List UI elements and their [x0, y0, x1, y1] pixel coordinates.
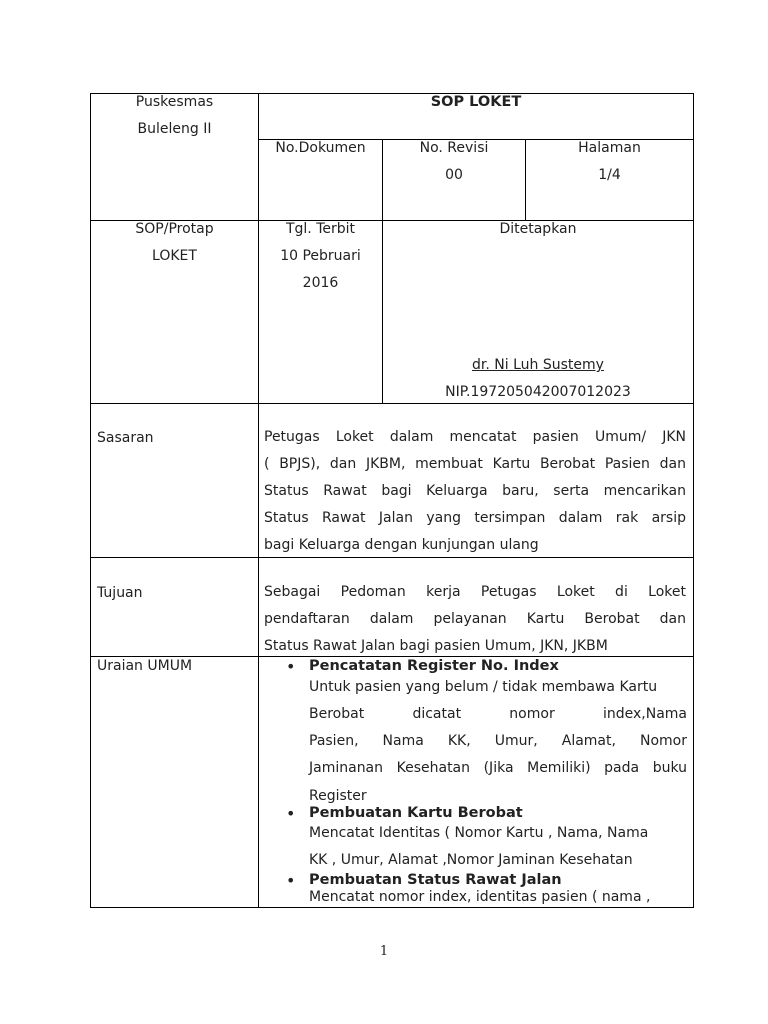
list-item-line: KK , Umur, Alamat ,Nomor Jaminan Kesehatan	[309, 852, 633, 868]
issue-date-line-1: 10 Pebruari	[280, 248, 361, 264]
signer-nip: NIP.197205042007012023	[445, 384, 631, 400]
sasaran-line: bagi Keluarga dengan kunjungan ulang	[264, 537, 539, 553]
sop-line-1: SOP/Protap	[135, 221, 214, 237]
list-item-body	[309, 674, 687, 805]
sasaran-line: Status Rawat Jalan yang tersimpan dalam rak arsip	[264, 510, 686, 526]
list-item-line: Untuk pasien yang belum / tidak membawa Kartu	[309, 679, 658, 695]
sasaran-text	[264, 424, 686, 559]
doc-number-label: No.Dokumen	[275, 140, 366, 156]
issue-date	[259, 216, 382, 297]
tujuan-line: pendaftaran dalam pelayanan Kartu Berobat dan	[264, 611, 686, 627]
approved-label: Ditetapkan	[499, 221, 577, 237]
list-item-title: Pembuatan Status Rawat Jalan	[309, 872, 562, 888]
revision-value: 00	[445, 167, 463, 183]
list-item-line: Mencatat nomor index, identitas pasien ( nama ,	[309, 889, 651, 905]
organization-line-1: Puskesmas	[135, 94, 214, 110]
page-label: Halaman	[578, 140, 641, 156]
tujuan-line: Sebagai Pedoman kerja Petugas Loket di Loket	[264, 584, 686, 600]
table-border-right	[693, 93, 694, 908]
bullet-icon: •	[286, 871, 296, 890]
page-cell	[526, 135, 693, 189]
revision-label: No. Revisi	[419, 140, 489, 156]
sop-name	[91, 216, 258, 270]
list-item-line: Jaminanan Kesehatan (Jika Memiliki) pada buku	[309, 760, 687, 776]
sop-line-2: LOKET	[152, 248, 197, 264]
table-border-bottom	[90, 907, 694, 908]
sasaran-label: Sasaran	[97, 430, 154, 446]
issue-date-line-2: 2016	[302, 275, 339, 291]
tujuan-label: Tujuan	[97, 585, 143, 601]
sasaran-line: ( BPJS), dan JKBM, membuat Kartu Berobat Pasien dan	[264, 456, 686, 472]
list-item-title: Pencatatan Register No. Index	[309, 658, 559, 674]
organization-line-2: Buleleng II	[137, 121, 212, 137]
uraian-label: Uraian UMUM	[97, 658, 193, 674]
list-item-line: Mencatat Identitas ( Nomor Kartu , Nama, Nama	[309, 825, 649, 841]
list-item-body	[309, 889, 687, 905]
bullet-icon: •	[286, 804, 296, 823]
document-title: SOP LOKET	[430, 94, 522, 110]
list-item-body	[309, 820, 687, 874]
page-value: 1/4	[598, 167, 621, 183]
list-item-line: Register	[309, 788, 367, 804]
revision-cell	[383, 135, 525, 189]
list-item-line: Berobat dicatat nomor index,Nama	[309, 706, 687, 722]
tujuan-text	[264, 579, 686, 660]
page-number: 1	[379, 944, 389, 959]
sasaran-line: Petugas Loket dalam mencatat pasien Umum/ JKN	[264, 429, 686, 445]
organization-name	[91, 89, 258, 143]
sasaran-line: Status Rawat bagi Keluarga baru, serta mencarikan	[264, 483, 686, 499]
list-item-line: Pasien, Nama KK, Umur, Alamat, Nomor	[309, 733, 687, 749]
tujuan-line: Status Rawat Jalan bagi pasien Umum, JKN, JKBM	[264, 638, 608, 654]
issue-date-label: Tgl. Terbit	[285, 221, 356, 237]
list-item-title: Pembuatan Kartu Berobat	[309, 805, 523, 821]
signer-name: dr. Ni Luh Sustemy	[472, 357, 604, 373]
row-divider-2	[90, 403, 694, 404]
bullet-icon: •	[286, 657, 296, 676]
